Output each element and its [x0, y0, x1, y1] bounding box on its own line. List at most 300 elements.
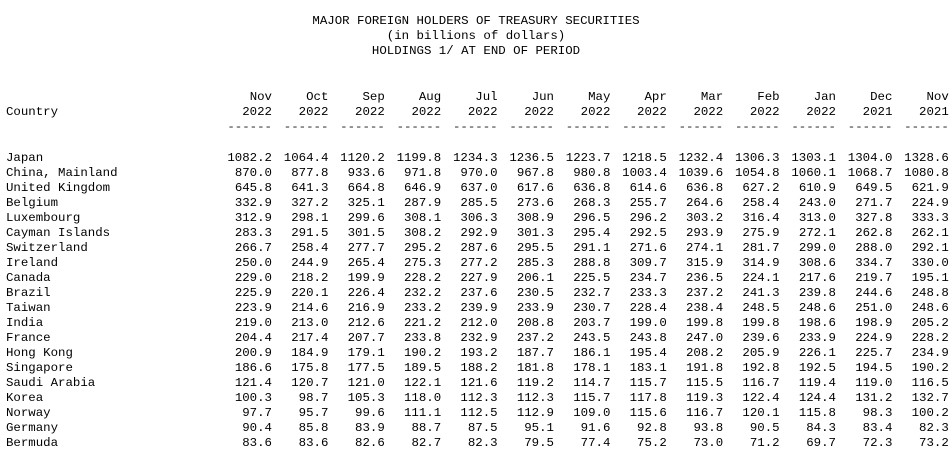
holding-value: 233.2: [404, 301, 442, 315]
holding-value: 303.2: [686, 211, 724, 225]
holding-value: 230.5: [516, 286, 554, 300]
holding-value: 132.7: [911, 391, 949, 405]
holding-value: 114.7: [573, 376, 611, 390]
holding-value: 98.3: [862, 406, 893, 420]
country-name: Korea: [6, 391, 44, 405]
holding-value: 90.4: [242, 421, 272, 435]
holding-value: 239.9: [460, 301, 498, 315]
holding-value: 90.5: [749, 421, 780, 435]
column-header-underline: ------: [622, 120, 667, 134]
holding-value: 115.7: [629, 376, 667, 390]
holding-value: 229.0: [234, 271, 272, 285]
holding-value: 285.5: [460, 196, 498, 210]
holding-value: 664.8: [347, 181, 385, 195]
column-header-year: 2022: [637, 105, 667, 119]
holding-value: 204.4: [234, 331, 272, 345]
holding-value: 200.9: [234, 346, 272, 360]
holding-value: 268.3: [573, 196, 611, 210]
column-header-year: 2022: [355, 105, 385, 119]
holding-value: 332.9: [234, 196, 272, 210]
holding-value: 1039.6: [678, 166, 724, 180]
column-header-year: 2021: [862, 105, 893, 119]
holding-value: 244.6: [855, 286, 893, 300]
column-header-month: Jan: [813, 90, 836, 104]
column-header-month: Jul: [475, 90, 498, 104]
column-header-underline: ------: [396, 120, 442, 134]
holding-value: 112.3: [460, 391, 498, 405]
country-name: Brazil: [6, 286, 51, 300]
holding-value: 83.4: [862, 421, 893, 435]
holding-value: 241.3: [742, 286, 780, 300]
holding-value: 186.1: [573, 346, 611, 360]
holding-value: 116.7: [742, 376, 780, 390]
table-row: [0, 316, 952, 331]
holding-value: 105.3: [347, 391, 385, 405]
holding-value: 236.5: [686, 271, 724, 285]
holding-value: 251.0: [855, 301, 893, 315]
holding-value: 248.6: [911, 301, 949, 315]
holding-value: 646.9: [404, 181, 442, 195]
holding-value: 175.8: [291, 361, 329, 375]
holding-value: 967.8: [516, 166, 554, 180]
holding-value: 277.2: [460, 256, 498, 270]
holding-value: 85.8: [298, 421, 329, 435]
holding-value: 115.7: [573, 391, 611, 405]
holding-value: 295.4: [573, 226, 611, 240]
holding-value: 214.6: [291, 301, 329, 315]
holding-value: 116.7: [686, 406, 724, 420]
holding-value: 218.2: [291, 271, 329, 285]
holding-value: 327.2: [291, 196, 329, 210]
column-header-underline: ------: [283, 120, 329, 134]
holding-value: 119.3: [686, 391, 724, 405]
holding-value: 217.6: [798, 271, 836, 285]
country-name: France: [6, 331, 51, 345]
holding-value: 183.1: [629, 361, 667, 375]
holding-value: 248.5: [742, 301, 780, 315]
column-header-year: 2022: [693, 105, 724, 119]
holding-value: 71.2: [749, 436, 780, 450]
holding-value: 301.5: [347, 226, 385, 240]
column-header-underline: ------: [565, 120, 611, 134]
holding-value: 1003.4: [622, 166, 667, 180]
holding-value: 124.4: [798, 391, 836, 405]
holding-value: 330.0: [911, 256, 949, 270]
holding-value: 226.4: [347, 286, 385, 300]
holding-value: 195.4: [629, 346, 667, 360]
holding-value: 120.1: [742, 406, 780, 420]
holding-value: 295.5: [516, 241, 554, 255]
column-header-year: 2021: [919, 105, 949, 119]
column-header-month: Feb: [757, 90, 780, 104]
column-header-underline: ------: [452, 120, 498, 134]
country-name: India: [6, 316, 44, 330]
holding-value: 293.9: [686, 226, 724, 240]
holding-value: 243.8: [629, 331, 667, 345]
holding-value: 221.2: [404, 316, 442, 330]
column-header-year: 2022: [749, 105, 780, 119]
table-row: [0, 331, 952, 346]
table-row: [0, 151, 952, 166]
holding-value: 274.1: [686, 241, 724, 255]
column-header-underline: ------: [678, 120, 724, 134]
holding-value: 255.7: [629, 196, 667, 210]
holding-value: 122.4: [742, 391, 780, 405]
holding-value: 296.5: [573, 211, 611, 225]
holding-value: 82.6: [355, 436, 385, 450]
holding-value: 199.8: [742, 316, 780, 330]
holding-value: 73.0: [693, 436, 724, 450]
holding-value: 77.4: [580, 436, 611, 450]
holding-value: 83.9: [355, 421, 385, 435]
holding-value: 273.6: [516, 196, 554, 210]
holding-value: 247.0: [686, 331, 724, 345]
country-name: Japan: [6, 151, 44, 165]
holding-value: 232.7: [573, 286, 611, 300]
holding-value: 243.5: [573, 331, 611, 345]
country-name: Bermuda: [6, 436, 59, 450]
holding-value: 1234.3: [452, 151, 498, 165]
holding-value: 72.3: [862, 436, 893, 450]
column-header-month: Dec: [870, 90, 893, 104]
country-name: Switzerland: [6, 241, 88, 255]
holding-value: 181.8: [516, 361, 554, 375]
holding-value: 97.7: [242, 406, 272, 420]
holding-value: 228.2: [911, 331, 949, 345]
country-name: China, Mainland: [6, 166, 118, 180]
report-title: MAJOR FOREIGN HOLDERS OF TREASURY SECURITIES: [312, 14, 640, 28]
holding-value: 636.8: [573, 181, 611, 195]
country-name: Hong Kong: [6, 346, 73, 360]
holding-value: 203.7: [573, 316, 611, 330]
holding-value: 118.0: [404, 391, 442, 405]
holding-value: 627.2: [742, 181, 780, 195]
holding-value: 233.9: [516, 301, 554, 315]
column-header-month: Jun: [531, 90, 554, 104]
holding-value: 298.1: [291, 211, 329, 225]
holding-value: 115.6: [629, 406, 667, 420]
holding-value: 112.3: [516, 391, 554, 405]
holding-value: 237.2: [686, 286, 724, 300]
holding-value: 301.3: [516, 226, 554, 240]
holding-value: 192.5: [798, 361, 836, 375]
holding-value: 287.9: [404, 196, 442, 210]
holding-value: 327.8: [855, 211, 893, 225]
holding-value: 621.9: [911, 181, 949, 195]
table-row: [0, 271, 952, 286]
holding-value: 82.3: [919, 421, 949, 435]
holding-value: 243.0: [798, 196, 836, 210]
holding-value: 288.0: [855, 241, 893, 255]
table-row: [0, 286, 952, 301]
holding-value: 291.5: [291, 226, 329, 240]
holding-value: 1303.1: [791, 151, 836, 165]
column-header-month: Sep: [362, 90, 385, 104]
holding-value: 121.0: [347, 376, 385, 390]
holding-value: 193.2: [460, 346, 498, 360]
holding-value: 190.2: [404, 346, 442, 360]
column-header-year: 2022: [806, 105, 836, 119]
holding-value: 224.9: [911, 196, 949, 210]
column-header-year: 2022: [242, 105, 272, 119]
holding-value: 248.6: [798, 301, 836, 315]
holding-value: 1082.2: [227, 151, 272, 165]
holding-value: 69.7: [806, 436, 836, 450]
table-row: [0, 196, 952, 211]
holding-value: 296.2: [629, 211, 667, 225]
holding-value: 234.9: [911, 346, 949, 360]
holding-value: 83.6: [242, 436, 272, 450]
holding-value: 265.4: [347, 256, 385, 270]
holding-value: 189.5: [404, 361, 442, 375]
holding-value: 285.3: [516, 256, 554, 270]
column-header-month: Apr: [644, 90, 667, 104]
holding-value: 115.8: [798, 406, 836, 420]
country-name: Singapore: [6, 361, 73, 375]
holding-value: 262.1: [911, 226, 949, 240]
column-header-underline: ------: [904, 120, 949, 134]
holding-value: 75.2: [637, 436, 667, 450]
holding-value: 308.1: [404, 211, 442, 225]
holding-value: 212.0: [460, 316, 498, 330]
column-header-underline: ------: [509, 120, 554, 134]
holding-value: 649.5: [855, 181, 893, 195]
holding-value: 198.9: [855, 316, 893, 330]
holding-value: 92.8: [637, 421, 667, 435]
holding-value: 199.9: [347, 271, 385, 285]
holding-value: 234.7: [629, 271, 667, 285]
holding-value: 112.9: [516, 406, 554, 420]
holding-value: 1060.1: [791, 166, 836, 180]
holding-value: 116.5: [911, 376, 949, 390]
holding-value: 877.8: [291, 166, 329, 180]
column-header-month: May: [588, 90, 611, 104]
holding-value: 198.6: [798, 316, 836, 330]
holding-value: 220.1: [291, 286, 329, 300]
holding-value: 316.4: [742, 211, 780, 225]
holding-value: 266.7: [234, 241, 272, 255]
holding-value: 258.4: [742, 196, 780, 210]
column-header-month: Oct: [306, 90, 329, 104]
country-name: Saudi Arabia: [6, 376, 96, 390]
table-row: [0, 241, 952, 256]
holding-value: 314.9: [742, 256, 780, 270]
country-name: Taiwan: [6, 301, 51, 315]
holding-value: 233.8: [404, 331, 442, 345]
holding-value: 239.6: [742, 331, 780, 345]
holding-value: 194.5: [855, 361, 893, 375]
holding-value: 187.7: [516, 346, 554, 360]
holding-value: 112.5: [460, 406, 498, 420]
table-row: [0, 256, 952, 271]
holding-value: 91.6: [580, 421, 611, 435]
holding-value: 230.7: [573, 301, 611, 315]
column-header-year: 2022: [524, 105, 554, 119]
holding-value: 184.9: [291, 346, 329, 360]
holding-value: 225.9: [234, 286, 272, 300]
holding-value: 225.7: [855, 346, 893, 360]
holding-value: 271.7: [855, 196, 893, 210]
holding-value: 334.7: [855, 256, 893, 270]
holding-value: 275.9: [742, 226, 780, 240]
holding-value: 205.2: [911, 316, 949, 330]
holding-value: 232.9: [460, 331, 498, 345]
column-header-underline: ------: [734, 120, 780, 134]
holding-value: 291.1: [573, 241, 611, 255]
country-name: Norway: [6, 406, 51, 420]
holding-value: 1232.4: [678, 151, 724, 165]
holding-value: 870.0: [234, 166, 272, 180]
holding-value: 308.2: [404, 226, 442, 240]
holding-value: 188.2: [460, 361, 498, 375]
holding-value: 83.6: [298, 436, 329, 450]
holding-value: 244.9: [291, 256, 329, 270]
holding-value: 208.2: [686, 346, 724, 360]
country-name: Cayman Islands: [6, 226, 111, 240]
table-row: [0, 226, 952, 241]
table-row: [0, 391, 952, 406]
holding-value: 119.2: [516, 376, 554, 390]
holding-value: 250.0: [234, 256, 272, 270]
holding-value: 288.8: [573, 256, 611, 270]
holding-value: 115.5: [686, 376, 724, 390]
holding-value: 299.0: [798, 241, 836, 255]
holding-value: 88.7: [411, 421, 442, 435]
holding-value: 1199.8: [396, 151, 442, 165]
holding-value: 228.4: [629, 301, 667, 315]
column-header-month: Aug: [418, 90, 442, 104]
holding-value: 248.8: [911, 286, 949, 300]
holding-value: 292.1: [911, 241, 949, 255]
holding-value: 1223.7: [565, 151, 611, 165]
holding-value: 1120.2: [340, 151, 385, 165]
holding-value: 1064.4: [283, 151, 329, 165]
holding-value: 233.9: [798, 331, 836, 345]
holding-value: 306.3: [460, 211, 498, 225]
holding-value: 1304.0: [847, 151, 893, 165]
holding-value: 122.1: [404, 376, 442, 390]
holding-value: 79.5: [524, 436, 554, 450]
holding-value: 95.1: [524, 421, 554, 435]
country-name: Ireland: [6, 256, 59, 270]
holding-value: 292.5: [629, 226, 667, 240]
column-header-year: 2022: [580, 105, 611, 119]
holding-value: 614.6: [629, 181, 667, 195]
holding-value: 258.4: [291, 241, 329, 255]
holding-value: 120.7: [291, 376, 329, 390]
report-subtitle-units: (in billions of dollars): [386, 29, 566, 43]
holding-value: 216.9: [347, 301, 385, 315]
holding-value: 121.4: [234, 376, 272, 390]
holding-value: 610.9: [798, 181, 836, 195]
holding-value: 100.3: [234, 391, 272, 405]
holding-value: 73.2: [919, 436, 949, 450]
holding-value: 641.3: [291, 181, 329, 195]
holding-value: 262.8: [855, 226, 893, 240]
holding-value: 195.1: [911, 271, 949, 285]
holding-value: 117.8: [629, 391, 667, 405]
holding-value: 98.7: [298, 391, 329, 405]
table-row: [0, 166, 952, 181]
holding-value: 309.7: [629, 256, 667, 270]
holding-value: 109.0: [573, 406, 611, 420]
holding-value: 205.9: [742, 346, 780, 360]
holding-value: 228.2: [404, 271, 442, 285]
column-header-underline: ------: [791, 120, 836, 134]
holding-value: 93.8: [693, 421, 724, 435]
country-name: Luxembourg: [6, 211, 81, 225]
column-header-year: 2022: [298, 105, 329, 119]
column-header-month: Mar: [700, 90, 724, 104]
holding-value: 192.8: [742, 361, 780, 375]
country-name: Germany: [6, 421, 59, 435]
table-row: [0, 301, 952, 316]
holding-value: 1328.6: [904, 151, 949, 165]
holding-value: 87.5: [467, 421, 498, 435]
holding-value: 199.0: [629, 316, 667, 330]
holding-value: 645.8: [234, 181, 272, 195]
holding-value: 1080.8: [904, 166, 949, 180]
holding-value: 223.9: [234, 301, 272, 315]
column-header-underline: ------: [847, 120, 893, 134]
holding-value: 333.3: [911, 211, 949, 225]
holding-value: 272.1: [798, 226, 836, 240]
holding-value: 99.6: [355, 406, 385, 420]
holding-value: 179.1: [347, 346, 385, 360]
holding-value: 224.9: [855, 331, 893, 345]
holding-value: 84.3: [806, 421, 836, 435]
holding-value: 1218.5: [622, 151, 667, 165]
holding-value: 933.6: [347, 166, 385, 180]
table-row: [0, 346, 952, 361]
holding-value: 178.1: [573, 361, 611, 375]
holding-value: 186.6: [234, 361, 272, 375]
holding-value: 100.2: [911, 406, 949, 420]
column-header-month: Nov: [926, 90, 949, 104]
holding-value: 119.4: [798, 376, 836, 390]
holding-value: 980.8: [573, 166, 611, 180]
table-row: [0, 181, 952, 196]
column-header-month: Nov: [249, 90, 272, 104]
holding-value: 238.4: [686, 301, 724, 315]
holding-value: 239.8: [798, 286, 836, 300]
holding-value: 237.6: [460, 286, 498, 300]
holding-value: 271.6: [629, 241, 667, 255]
holding-value: 119.0: [855, 376, 893, 390]
report-subtitle-holdings: HOLDINGS 1/ AT END OF PERIOD: [371, 44, 581, 58]
holding-value: 971.8: [404, 166, 442, 180]
holding-value: 207.7: [347, 331, 385, 345]
holding-value: 227.9: [460, 271, 498, 285]
holding-value: 82.3: [467, 436, 498, 450]
holding-value: 295.2: [404, 241, 442, 255]
holding-value: 277.7: [347, 241, 385, 255]
holding-value: 281.7: [742, 241, 780, 255]
holding-value: 217.4: [291, 331, 329, 345]
holding-value: 313.0: [798, 211, 836, 225]
holding-value: 82.7: [411, 436, 442, 450]
country-column-header: Country: [6, 105, 59, 119]
holding-value: 264.6: [686, 196, 724, 210]
holding-value: 275.3: [404, 256, 442, 270]
holding-value: 225.5: [573, 271, 611, 285]
holding-value: 1068.7: [847, 166, 893, 180]
holding-value: 325.1: [347, 196, 385, 210]
country-name: Canada: [6, 271, 51, 285]
holding-value: 636.8: [686, 181, 724, 195]
holding-value: 1236.5: [509, 151, 554, 165]
table-row: [0, 361, 952, 376]
